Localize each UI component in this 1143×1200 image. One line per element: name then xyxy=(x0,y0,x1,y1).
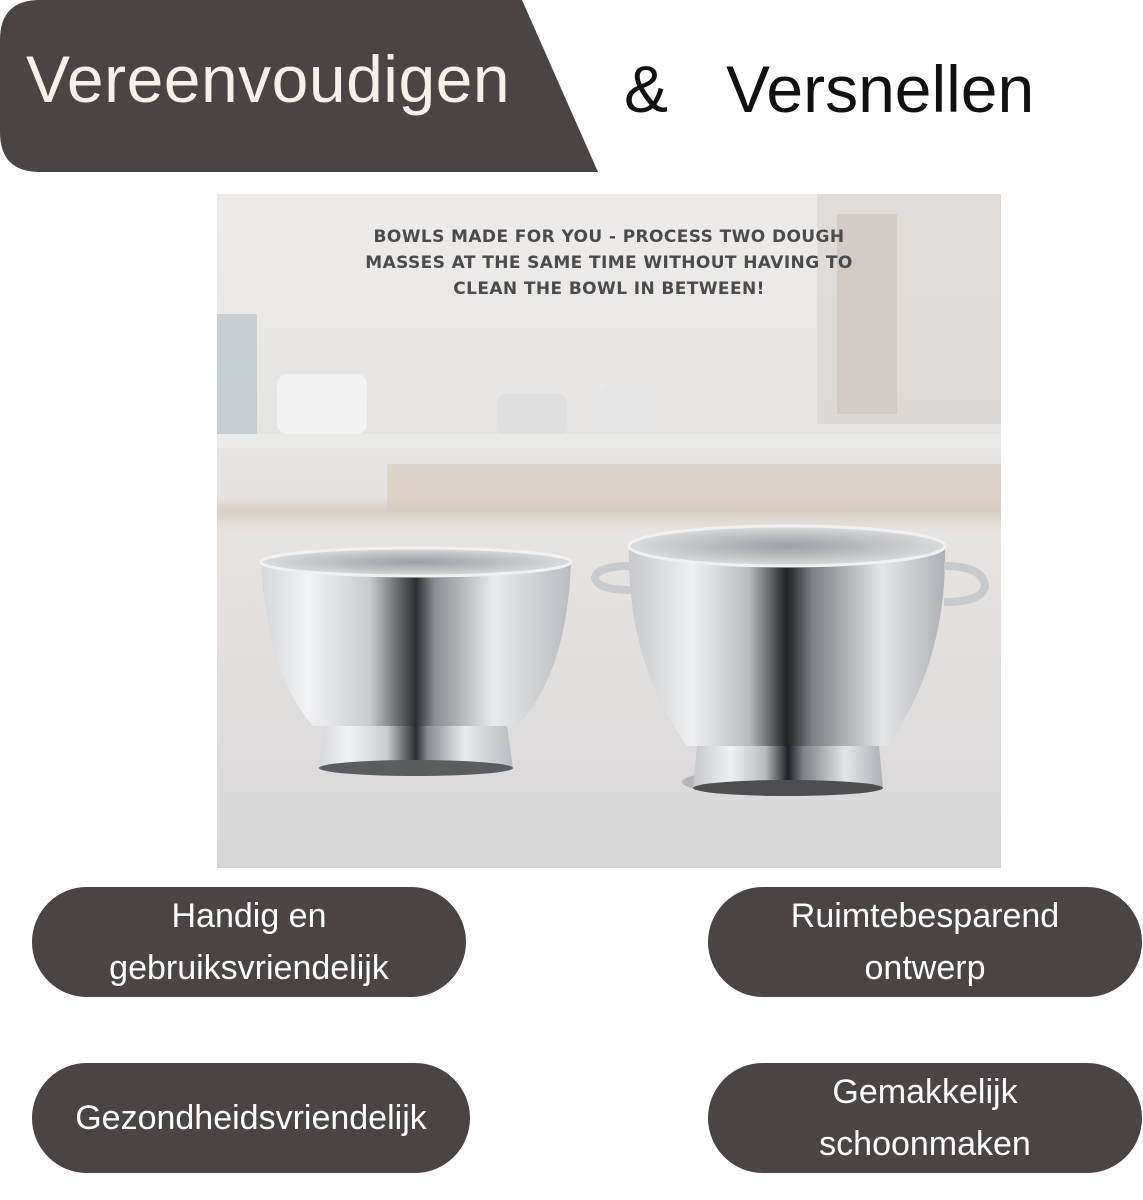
feature-text: Gemakkelijk xyxy=(832,1073,1018,1111)
feature-pill-schoonmaken xyxy=(708,1063,1142,1173)
feature-pill-gezondheid xyxy=(32,1063,470,1173)
caption-line: CLEAN THE BOWL IN BETWEEN! xyxy=(453,279,765,299)
feature-pill-handig xyxy=(32,887,466,997)
feature-text: schoonmaken xyxy=(819,1125,1031,1163)
feature-pill-ruimtebesparend xyxy=(708,887,1142,997)
header-banner xyxy=(0,0,600,172)
photo-caption xyxy=(217,224,1001,302)
feature-text: Handig en xyxy=(171,897,327,935)
caption-line: BOWLS MADE FOR YOU - PROCESS TWO DOUGH xyxy=(373,227,845,247)
header-title-right: Versnellen xyxy=(726,52,1035,126)
feature-text: ontwerp xyxy=(864,949,986,987)
feature-text: Gezondheidsvriendelijk xyxy=(75,1099,427,1137)
ampersand: & xyxy=(624,52,669,126)
banner-title: Vereenvoudigen xyxy=(26,42,511,116)
feature-text: gebruiksvriendelijk xyxy=(109,949,389,987)
product-photo xyxy=(217,194,1001,868)
caption-line: MASSES AT THE SAME TIME WITHOUT HAVING TO xyxy=(365,253,853,273)
feature-text: Ruimtebesparend xyxy=(790,897,1060,935)
